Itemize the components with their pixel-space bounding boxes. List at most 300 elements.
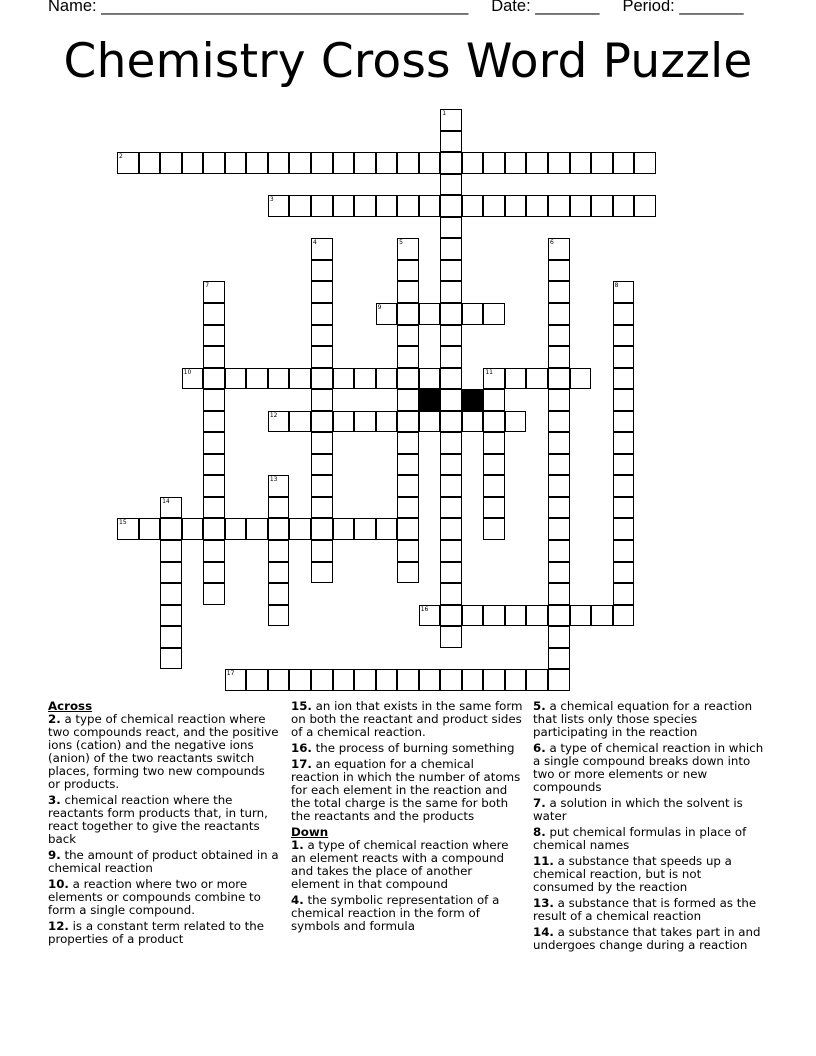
crossword-cell[interactable] (483, 518, 505, 540)
crossword-cell[interactable] (483, 195, 505, 217)
crossword-cell[interactable] (246, 669, 268, 691)
crossword-cell[interactable] (311, 195, 333, 217)
crossword-cell[interactable] (483, 454, 505, 476)
crossword-cell[interactable] (182, 518, 204, 540)
name-label: Name: (48, 0, 97, 15)
clue-number: 10. (48, 877, 69, 891)
crossword-cell[interactable] (440, 562, 462, 584)
crossword-cell[interactable] (440, 109, 462, 131)
crossword-cell[interactable] (246, 518, 268, 540)
crossword-cell[interactable] (483, 669, 505, 691)
crossword-cell[interactable] (311, 346, 333, 368)
clue-number: 6. (533, 741, 546, 755)
crossword-cell[interactable] (548, 152, 570, 174)
clue-number: 7 (205, 282, 210, 290)
clue-number: 2. (48, 712, 61, 726)
crossword-cell[interactable] (311, 540, 333, 562)
crossword-cell[interactable] (419, 368, 441, 390)
crossword-cell[interactable] (483, 475, 505, 497)
across-clue (48, 878, 280, 917)
crossword-cell[interactable] (440, 281, 462, 303)
clue-number: 13. (533, 896, 554, 910)
crossword-cell[interactable] (397, 497, 419, 519)
clue-text: is a constant term related to the properties of a product (48, 919, 265, 946)
crossword-cell[interactable] (354, 195, 376, 217)
crossword-cell[interactable] (548, 518, 570, 540)
crossword-cell[interactable] (203, 518, 225, 540)
crossword-cell[interactable] (333, 195, 355, 217)
crossword-cell[interactable] (160, 648, 182, 670)
crossword-cell[interactable] (311, 152, 333, 174)
crossword-cell[interactable] (311, 518, 333, 540)
crossword-cell[interactable] (397, 195, 419, 217)
crossword-cell[interactable] (526, 368, 548, 390)
crossword-cell[interactable] (354, 368, 376, 390)
crossword-cell[interactable] (311, 475, 333, 497)
clue-text: put chemical formulas in place of chemical names (533, 825, 747, 852)
crossword-cell[interactable] (483, 368, 505, 390)
crossword-cell[interactable] (548, 411, 570, 433)
crossword-cell[interactable] (548, 195, 570, 217)
crossword-cell[interactable] (613, 605, 635, 627)
clue-number: 16 (420, 605, 429, 613)
crossword-cell[interactable] (203, 152, 225, 174)
crossword-cell[interactable] (483, 497, 505, 519)
crossword-cell[interactable] (268, 368, 290, 390)
period-blank[interactable]: _______ (679, 0, 744, 15)
crossword-cell[interactable] (354, 411, 376, 433)
crossword-cell[interactable] (397, 368, 419, 390)
crossword-cell[interactable] (462, 195, 484, 217)
crossword-cell[interactable] (570, 605, 592, 627)
crossword-cell[interactable] (634, 195, 656, 217)
crossword-cell[interactable] (333, 152, 355, 174)
clue-number: 4. (291, 893, 304, 907)
crossword-cell[interactable] (440, 389, 462, 411)
crossword-cell[interactable] (419, 195, 441, 217)
crossword-cell[interactable] (289, 518, 311, 540)
crossword-cell[interactable] (548, 346, 570, 368)
name-blank[interactable]: ________________________________________ (101, 0, 469, 15)
clue-number: 12 (269, 411, 278, 419)
crossword-cell[interactable] (225, 518, 247, 540)
crossword-cell[interactable] (613, 583, 635, 605)
down-clue (533, 897, 765, 923)
crossword-cell[interactable] (613, 346, 635, 368)
crossword-cell[interactable] (203, 281, 225, 303)
crossword-cell[interactable] (526, 605, 548, 627)
crossword-cell[interactable] (160, 605, 182, 627)
crossword-cell[interactable] (613, 195, 635, 217)
crossword-cell[interactable] (268, 669, 290, 691)
crossword-cell[interactable] (289, 195, 311, 217)
crossword-cell[interactable] (311, 454, 333, 476)
crossword-cell[interactable] (526, 669, 548, 691)
crossword-cell[interactable] (505, 368, 527, 390)
crossword-cell[interactable] (225, 669, 247, 691)
crossword-cell[interactable] (440, 260, 462, 282)
clue-number: 9. (48, 848, 61, 862)
across-clue (291, 700, 523, 739)
across-clue (48, 920, 280, 946)
clue-number: 3 (269, 196, 274, 204)
crossword-cell[interactable] (397, 669, 419, 691)
crossword-cell[interactable] (268, 195, 290, 217)
clue-text: a solution in which the solvent is water (533, 796, 743, 823)
clue-number: 8 (614, 282, 619, 290)
crossword-cell[interactable] (613, 368, 635, 390)
clue-text: a chemical equation for a reaction that lists only those species participating in the reaction (533, 699, 753, 739)
crossword-cell[interactable] (311, 325, 333, 347)
crossword-cell[interactable] (440, 174, 462, 196)
crossword-cell[interactable] (591, 152, 613, 174)
crossword-cell[interactable] (289, 669, 311, 691)
crossword-cell[interactable] (419, 303, 441, 325)
period-label: Period: (622, 0, 675, 15)
clue-text: a type of chemical reaction where an element reacts with a compound and takes the place of another element in that compound (291, 838, 509, 891)
crossword-cell[interactable] (613, 562, 635, 584)
clue-number: 4 (312, 239, 317, 247)
crossword-cell[interactable] (333, 669, 355, 691)
crossword-cell[interactable] (203, 411, 225, 433)
crossword-cell[interactable] (548, 669, 570, 691)
crossword-cell[interactable] (440, 152, 462, 174)
down-clue (533, 797, 765, 823)
crossword-cell[interactable] (548, 475, 570, 497)
date-label: Date: (491, 0, 531, 15)
crossword-cell[interactable] (139, 518, 161, 540)
crossword-cell[interactable] (548, 648, 570, 670)
crossword-cell[interactable] (160, 152, 182, 174)
crossword-cell[interactable] (117, 518, 139, 540)
clue-number: 10 (183, 368, 192, 376)
crossword-cell[interactable] (548, 281, 570, 303)
crossword-cell[interactable] (613, 389, 635, 411)
crossword-cell[interactable] (311, 432, 333, 454)
crossword-cell[interactable] (203, 497, 225, 519)
crossword-cell[interactable] (160, 626, 182, 648)
crossword-cell[interactable] (289, 368, 311, 390)
crossword-cell[interactable] (440, 131, 462, 153)
crossword-cell[interactable] (397, 325, 419, 347)
crossword-cell[interactable] (419, 669, 441, 691)
crossword-cell[interactable] (225, 368, 247, 390)
crossword-cell[interactable] (160, 497, 182, 519)
crossword-cell[interactable] (311, 303, 333, 325)
crossword-cell[interactable] (613, 540, 635, 562)
crossword-cell[interactable] (440, 454, 462, 476)
crossword-cell[interactable] (376, 303, 398, 325)
crossword-cell[interactable] (160, 540, 182, 562)
clue-number: 11 (485, 368, 493, 376)
crossword-cell[interactable] (548, 497, 570, 519)
blocked-cell (462, 389, 484, 411)
crossword-cell[interactable] (289, 152, 311, 174)
crossword-cell[interactable] (483, 152, 505, 174)
clue-text: the amount of product obtained in a chemical reaction (48, 848, 279, 875)
crossword-cell[interactable] (203, 346, 225, 368)
crossword-cell[interactable] (634, 152, 656, 174)
clue-number: 15 (119, 519, 127, 527)
crossword-cell[interactable] (203, 475, 225, 497)
crossword-cell[interactable] (203, 389, 225, 411)
crossword-cell[interactable] (613, 325, 635, 347)
clues-column-1 (48, 700, 280, 949)
crossword-cell[interactable] (440, 217, 462, 239)
crossword-cell[interactable] (225, 152, 247, 174)
crossword-cell[interactable] (483, 303, 505, 325)
crossword-cell[interactable] (440, 605, 462, 627)
crossword-cell[interactable] (268, 562, 290, 584)
crossword-cell[interactable] (613, 411, 635, 433)
crossword-cell[interactable] (440, 238, 462, 260)
crossword-cell[interactable] (397, 432, 419, 454)
crossword-cell[interactable] (311, 562, 333, 584)
crossword-cell[interactable] (419, 411, 441, 433)
crossword-cell[interactable] (376, 368, 398, 390)
crossword-cell[interactable] (548, 238, 570, 260)
clue-number: 12. (48, 919, 69, 933)
crossword-cell[interactable] (397, 303, 419, 325)
crossword-cell[interactable] (376, 152, 398, 174)
crossword-cell[interactable] (440, 626, 462, 648)
crossword-cell[interactable] (570, 368, 592, 390)
crossword-cell[interactable] (440, 583, 462, 605)
crossword-cell[interactable] (548, 260, 570, 282)
crossword-cell[interactable] (268, 518, 290, 540)
crossword-cell[interactable] (333, 368, 355, 390)
across-clue (291, 742, 523, 755)
crossword-cell[interactable] (397, 518, 419, 540)
crossword-cell[interactable] (311, 281, 333, 303)
crossword-cell[interactable] (376, 411, 398, 433)
crossword-cell[interactable] (613, 152, 635, 174)
crossword-cell[interactable] (526, 195, 548, 217)
crossword-cell[interactable] (397, 540, 419, 562)
crossword-cell[interactable] (548, 605, 570, 627)
clue-text: a type of chemical reaction in which a single compound breaks down into two or more elements or new compounds (533, 741, 764, 794)
crossword-cell[interactable] (505, 152, 527, 174)
crossword-cell[interactable] (376, 518, 398, 540)
crossword-cell[interactable] (462, 303, 484, 325)
crossword-cell[interactable] (548, 432, 570, 454)
clue-number: 17 (226, 670, 235, 678)
crossword-cell[interactable] (311, 238, 333, 260)
across-clue (291, 758, 523, 823)
crossword-cell[interactable] (397, 281, 419, 303)
clue-text: a substance that takes part in and undergoes change during a reaction (533, 925, 761, 952)
crossword-cell[interactable] (440, 411, 462, 433)
down-clue (291, 894, 523, 933)
crossword-cell[interactable] (397, 389, 419, 411)
crossword-cell[interactable] (397, 454, 419, 476)
crossword-cell[interactable] (203, 540, 225, 562)
down-clue (533, 926, 765, 952)
crossword-cell[interactable] (440, 497, 462, 519)
clue-text: chemical reaction where the reactants form products that, in turn, react together to give the reactants back (48, 793, 268, 846)
crossword-cell[interactable] (440, 195, 462, 217)
crossword-cell[interactable] (505, 605, 527, 627)
crossword-cell[interactable] (203, 583, 225, 605)
down-clue (533, 855, 765, 894)
crossword-cell[interactable] (483, 411, 505, 433)
down-clue (291, 839, 523, 891)
crossword-cell[interactable] (160, 583, 182, 605)
crossword-cell[interactable] (311, 411, 333, 433)
crossword-cell[interactable] (505, 669, 527, 691)
clue-number: 3. (48, 793, 61, 807)
crossword-cell[interactable] (397, 152, 419, 174)
crossword-cell[interactable] (462, 605, 484, 627)
crossword-cell[interactable] (311, 368, 333, 390)
crossword-cell[interactable] (333, 411, 355, 433)
clue-text: a type of chemical reaction where two compounds react, and the positive ions (cation) and the negative ions (anion) of the two reactants switch places, forming two new compounds or products. (48, 712, 279, 791)
clue-number: 6 (550, 239, 554, 247)
crossword-cell[interactable] (462, 411, 484, 433)
blocked-cell (419, 389, 441, 411)
crossword-cell[interactable] (548, 540, 570, 562)
clue-number: 14. (533, 925, 554, 939)
crossword-cell[interactable] (440, 325, 462, 347)
crossword-cell[interactable] (311, 497, 333, 519)
crossword-cell[interactable] (483, 432, 505, 454)
crossword-cell[interactable] (311, 669, 333, 691)
crossword-cell[interactable] (397, 260, 419, 282)
clue-text: the symbolic representation of a chemical reaction in the form of symbols and formula (291, 893, 500, 933)
crossword-cell[interactable] (613, 518, 635, 540)
crossword-cell[interactable] (203, 454, 225, 476)
crossword-cell[interactable] (526, 152, 548, 174)
crossword-cell[interactable] (440, 368, 462, 390)
crossword-cell[interactable] (246, 152, 268, 174)
crossword-cell[interactable] (203, 368, 225, 390)
crossword-cell[interactable] (591, 195, 613, 217)
crossword-cell[interactable] (397, 562, 419, 584)
down-heading: Down (291, 825, 329, 839)
crossword-cell[interactable] (268, 475, 290, 497)
crossword-cell[interactable] (505, 411, 527, 433)
crossword-cell[interactable] (203, 303, 225, 325)
crossword-cell[interactable] (397, 346, 419, 368)
crossword-cell[interactable] (376, 195, 398, 217)
crossword-cell[interactable] (462, 152, 484, 174)
crossword-cell[interactable] (548, 562, 570, 584)
date-blank[interactable]: _______ (535, 0, 600, 15)
clues-column-2 (291, 700, 523, 936)
crossword-cell[interactable] (268, 605, 290, 627)
crossword-cell[interactable] (182, 152, 204, 174)
crossword-cell[interactable] (160, 518, 182, 540)
crossword-cell[interactable] (354, 152, 376, 174)
crossword-cell[interactable] (440, 346, 462, 368)
page-title: Chemistry Cross Word Puzzle (63, 34, 753, 89)
down-clue (533, 700, 765, 739)
clue-number: 15. (291, 699, 312, 713)
crossword-cell[interactable] (548, 303, 570, 325)
crossword-cell[interactable] (354, 669, 376, 691)
clue-text: the process of burning something (311, 741, 515, 755)
crossword-cell[interactable] (203, 432, 225, 454)
crossword-cell[interactable] (397, 238, 419, 260)
crossword-cell[interactable] (548, 368, 570, 390)
clue-number: 5 (399, 239, 403, 247)
crossword-cell[interactable] (548, 583, 570, 605)
clue-number: 9 (377, 303, 382, 311)
crossword-cell[interactable] (419, 605, 441, 627)
crossword-cell[interactable] (570, 195, 592, 217)
crossword-cell[interactable] (354, 518, 376, 540)
crossword-cell[interactable] (613, 432, 635, 454)
crossword-cell[interactable] (505, 195, 527, 217)
crossword-cell[interactable] (117, 152, 139, 174)
crossword-cell[interactable] (419, 152, 441, 174)
clue-number: 16. (291, 741, 312, 755)
crossword-cell[interactable] (440, 432, 462, 454)
crossword-cell[interactable] (613, 454, 635, 476)
crossword-cell[interactable] (397, 475, 419, 497)
crossword-cell[interactable] (548, 325, 570, 347)
crossword-cell[interactable] (203, 325, 225, 347)
crossword-cell[interactable] (548, 454, 570, 476)
crossword-cell[interactable] (160, 562, 182, 584)
crossword-cell[interactable] (268, 583, 290, 605)
crossword-cell[interactable] (182, 368, 204, 390)
crossword-cell[interactable] (613, 281, 635, 303)
clue-number: 5. (533, 699, 546, 713)
crossword-cell[interactable] (268, 152, 290, 174)
crossword-cell[interactable] (613, 303, 635, 325)
crossword-cell[interactable] (203, 562, 225, 584)
clue-number: 11. (533, 854, 554, 868)
crossword-cell[interactable] (311, 260, 333, 282)
clue-number: 7. (533, 796, 546, 810)
clue-number: 1. (291, 838, 304, 852)
crossword-cell[interactable] (440, 669, 462, 691)
crossword-cell[interactable] (311, 389, 333, 411)
crossword-cell[interactable] (289, 411, 311, 433)
crossword-cell[interactable] (613, 497, 635, 519)
crossword-cell[interactable] (440, 475, 462, 497)
down-clue (533, 826, 765, 852)
crossword-cell[interactable] (333, 518, 355, 540)
crossword-cell[interactable] (440, 303, 462, 325)
clues-column-3 (533, 700, 765, 955)
crossword-cell[interactable] (268, 411, 290, 433)
crossword-cell[interactable] (268, 497, 290, 519)
crossword-cell[interactable] (268, 540, 290, 562)
crossword-cell[interactable] (483, 389, 505, 411)
crossword-cell[interactable] (462, 669, 484, 691)
crossword-cell[interactable] (570, 152, 592, 174)
across-clue (48, 794, 280, 846)
clue-text: an equation for a chemical reaction in which the number of atoms for each element in the reaction and the total charge is the same for both the reactants and the products (291, 757, 521, 823)
crossword-cell[interactable] (613, 475, 635, 497)
crossword-cell[interactable] (548, 389, 570, 411)
clue-number: 1 (442, 110, 447, 117)
clue-number: 8. (533, 825, 546, 839)
clue-number: 2 (119, 153, 123, 161)
crossword-cell[interactable] (591, 605, 613, 627)
crossword-cell[interactable] (139, 152, 161, 174)
crossword-cell[interactable] (376, 669, 398, 691)
crossword-cell[interactable] (440, 540, 462, 562)
crossword-cell[interactable] (483, 605, 505, 627)
crossword-cell[interactable] (397, 411, 419, 433)
clue-text: a reaction where two or more elements or compounds combine to form a single compound. (48, 877, 261, 917)
crossword-cell[interactable] (548, 626, 570, 648)
crossword-cell[interactable] (440, 518, 462, 540)
crossword-cell[interactable] (246, 368, 268, 390)
